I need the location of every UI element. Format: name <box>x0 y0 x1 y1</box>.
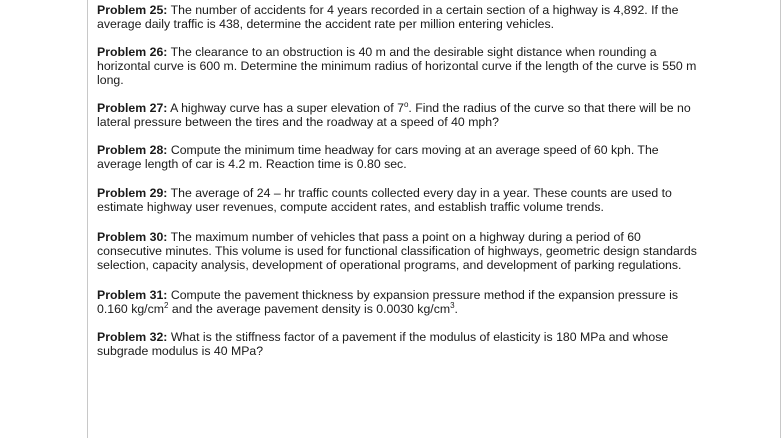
problem-32-text: What is the stiffness factor of a pavement if the modulus of elasticity is 180 MPa and whose subgrade modulus is 40 MPa? <box>97 330 669 358</box>
problem-29 <box>97 186 697 214</box>
problem-28-text: Compute the minimum time headway for cars moving at an average speed of 60 kph. The average length of car is 4.2 m. Reaction time is 0.80 sec. <box>97 143 659 171</box>
problem-32-label: Problem 32: <box>97 330 168 344</box>
problem-26-label: Problem 26: <box>97 45 168 59</box>
problem-25-label: Problem 25: <box>97 3 168 17</box>
degree-symbol: o <box>403 99 409 109</box>
problem-26-text: The clearance to an obstruction is 40 m and the desirable sight distance when rounding a horizontal curve is 600 m. Determine the minimum radius of horizontal curve if the length of the curve is 550 m long. <box>97 45 697 87</box>
problem-31-text-2: and the average pavement density is 0.0030 kg/cm <box>168 302 451 316</box>
problem-25 <box>97 3 697 31</box>
problem-28-label: Problem 28: <box>97 143 168 157</box>
cubed-superscript: 3 <box>450 300 455 310</box>
squared-superscript: 2 <box>164 300 169 310</box>
problem-29-text: The average of 24 – hr traffic counts collected every day in a year. These counts are used to estimate highway user revenues, compute accident rates, and establish traffic volume trends. <box>97 186 672 214</box>
problem-28 <box>97 143 697 171</box>
problem-27-text-after: . Find the radius of the curve so that there will be no lateral pressure between the tires and the roadway at a speed of 40 mph? <box>97 101 691 129</box>
problem-31-text-3: . <box>454 302 458 316</box>
problem-27-label: Problem 27: <box>97 101 168 115</box>
problem-30 <box>97 230 697 272</box>
problem-25-text: The number of accidents for 4 years recorded in a certain section of a highway is 4,892. If the average daily traffic is 438, determine the accident rate per million entering vehicles. <box>97 3 679 31</box>
problem-30-label: Problem 30: <box>97 230 168 244</box>
problem-30-text: The maximum number of vehicles that pass a point on a highway during a period of 60 consecutive minutes. This volume is used for functional classification of highways, geometric design standards selection, capacity analysis, development of operational programs, and development of parking regulations. <box>97 230 697 272</box>
problem-29-label: Problem 29: <box>97 186 168 200</box>
problem-list <box>97 3 697 372</box>
problem-27-text-before: A highway curve has a super elevation of 7 <box>170 101 404 115</box>
problem-31-label: Problem 31: <box>97 288 168 302</box>
problem-27 <box>97 101 697 129</box>
problem-32 <box>97 330 697 358</box>
problem-26 <box>97 45 697 87</box>
problem-31 <box>97 288 697 316</box>
problem-31-text-1: Compute the pavement thickness by expansion pressure method if the expansion pressure is 0.160 kg/cm <box>97 288 678 316</box>
